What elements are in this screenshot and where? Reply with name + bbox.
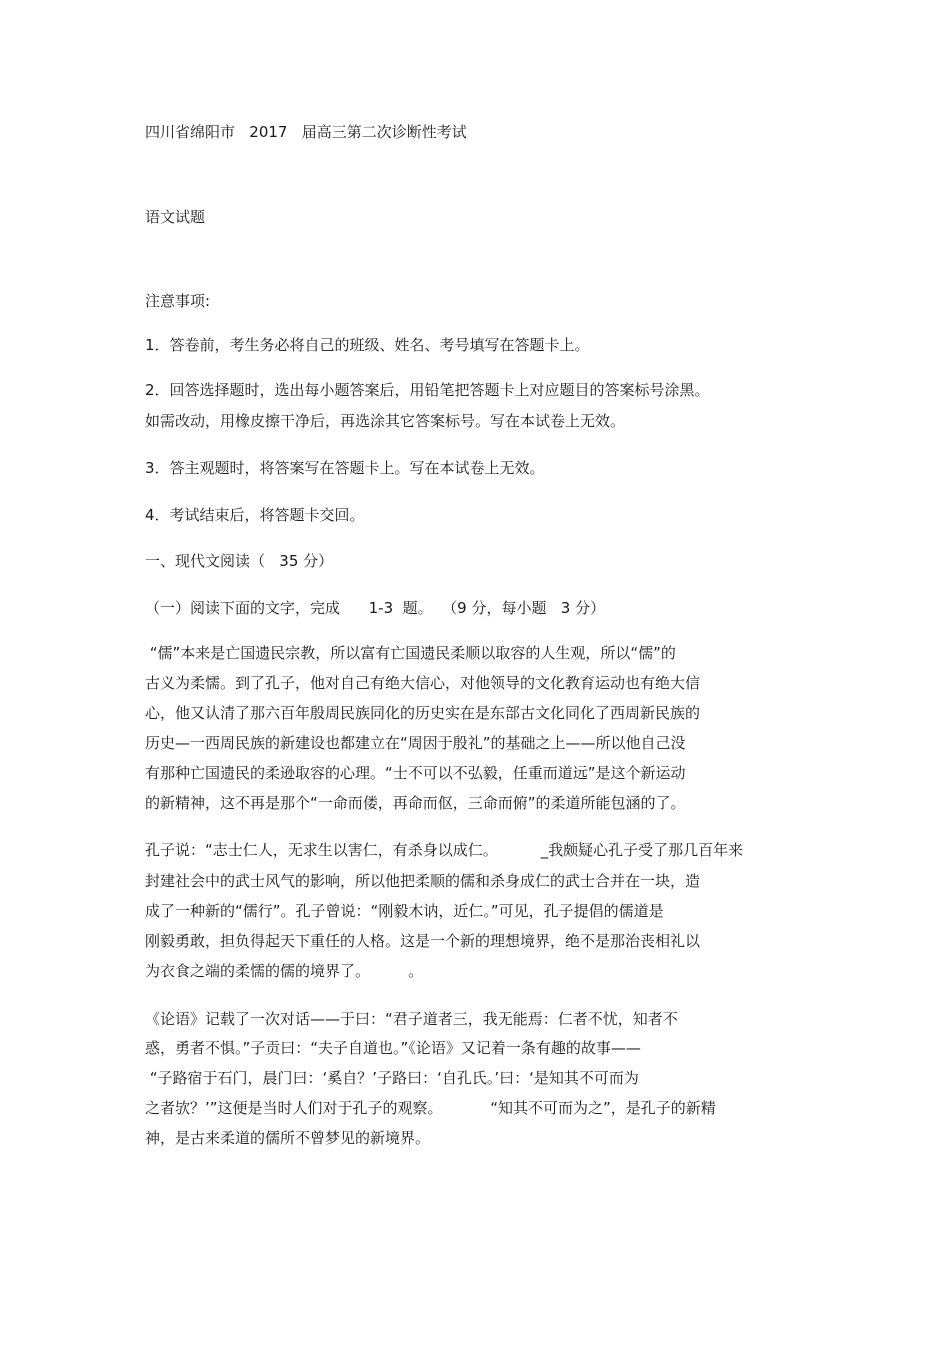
notice-item-1: 1．答卷前，考生务必将自己的班级、姓名、考号填写在答题卡上。 bbox=[145, 336, 590, 354]
passage-line: 刚毅勇敢，担负得起天下重任的人格。这是一个新的理想境界，绝不是那治丧相礼以 bbox=[145, 932, 701, 950]
passage-line: “子路宿于石门，晨门曰：‘奚自？’子路曰：‘自孔氏。’曰：‘是知其不可而为 bbox=[145, 1069, 639, 1087]
passage-line: 的新精神，这不再是那个“一命而偻，再命而伛，三命而俯”的柔道所能包涵的了。 bbox=[145, 794, 686, 812]
exam-title: 四川省绵阳市 2017 届高三第二次诊断性考试 bbox=[145, 123, 467, 141]
passage-line: 之者欤？’”这便是当时人们对于孔子的观察。 “知其不可而为之”，是孔子的新精 bbox=[145, 1099, 716, 1117]
notice-item-4: 4．考试结束后，将答题卡交回。 bbox=[145, 506, 365, 524]
notice-item-2-line-2: 如需改动，用橡皮擦干净后，再选涂其它答案标号。写在本试卷上无效。 bbox=[145, 412, 626, 430]
notice-item-3: 3．答主观题时，将答案写在答题卡上。写在本试卷上无效。 bbox=[145, 459, 545, 477]
passage-line: 历史—一西周民族的新建设也都建立在“周因于殷礼”的基础之上——所以他自己没 bbox=[145, 734, 686, 752]
passage-line: 成了一种新的“儒行”。孔子曾说：“刚毅木讷，近仁。”可见，孔子提倡的儒道是 bbox=[145, 902, 664, 920]
notice-item-2-line-1: 2．回答选择题时，选出每小题答案后，用铅笔把答题卡上对应题目的答案标号涂黑。 bbox=[145, 381, 710, 399]
passage-line: 孔子说：“志士仁人，无求生以害仁，有杀身以成仁。 _我颇疑心孔子受了那几百年来 bbox=[145, 841, 744, 859]
passage-line: 为衣食之端的柔懦的儒的境界了。 。 bbox=[145, 962, 424, 980]
passage-line: 封建社会中的武士风气的影响，所以他把柔顺的儒和杀身成仁的武士合并在一块，造 bbox=[145, 872, 701, 890]
passage-line: “儒”本来是亡国遗民宗教，所以富有亡国遗民柔顺以取容的人生观，所以“儒”的 bbox=[145, 644, 676, 662]
sub-section-heading: （一）阅读下面的文字，完成 1-3 题。 （9 分，每小题 3 分） bbox=[145, 599, 606, 617]
passage-line: 神，是古来柔道的儒所不曾梦见的新境界。 bbox=[145, 1129, 431, 1147]
passage-line: 惑，勇者不惧。”子贡曰：“夫子自道也。”《论语》又记着一条有趣的故事—— bbox=[145, 1039, 641, 1057]
passage-line: 古义为柔懦。到了孔子，他对自己有绝大信心，对他领导的文化教育运动也有绝大信 bbox=[145, 674, 701, 692]
passage-line: 《论语》记载了一次对话——于曰：“君子道者三，我无能焉：仁者不忧，知者不 bbox=[145, 1010, 678, 1028]
subject-title: 语文试题 bbox=[145, 208, 206, 226]
passage-line: 有那种亡国遗民的柔逊取容的心理。“士不可以不弘毅，任重而道远”是这个新运动 bbox=[145, 764, 686, 782]
notice-heading: 注意事项: bbox=[145, 292, 211, 310]
passage-line: 心，他又认清了那六百年殷周民族同化的历史实在是东部古文化同化了西周新民族的 bbox=[145, 704, 701, 722]
section-heading: 一、现代文阅读（ 35 分） bbox=[145, 552, 334, 570]
